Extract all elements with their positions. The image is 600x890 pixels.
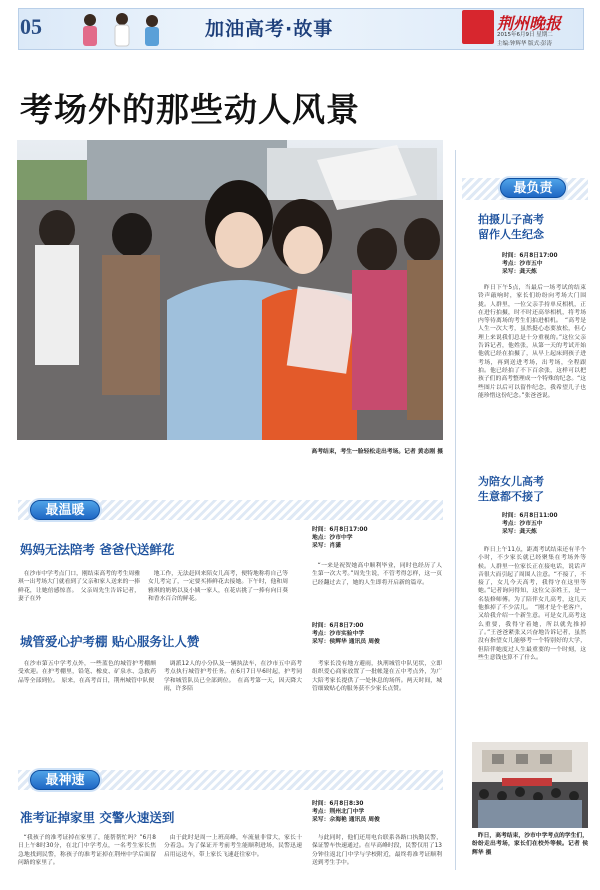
story2-col2 bbox=[164, 660, 302, 693]
story2-time: 时间：6月8日7:00 bbox=[312, 623, 364, 629]
story3-col3 bbox=[312, 834, 442, 867]
side1-title: 拍摄儿子高考 留作人生纪念 bbox=[478, 213, 544, 241]
sidebar-divider bbox=[455, 150, 456, 870]
side2-body-text: 昨日上午11点，距离考试结束还有半个小时，不少家长就已经聚集在考场外等候。人群里一位家长正在接电话，说话声音很大而引起了周围人注意。“不接了，不接了，女儿今天高考，我得守在这里等她。”记者询问得知，这位父亲姓王，是一名装修师傅。为了陪伴女儿高考，这几天他推掉了不少活儿。 “刚才是个老客户，又给我介绍一个新生意。可是女儿高考这么重要，我得守着她，所以就先推掉了。”王爸爸紧张又兴奋地告诉记者，虽然没有指望女儿能够考一个特别好的大学，但陪伴她度过人生最重要的一个时刻，这些生意钱也算不了什么。 bbox=[478, 547, 586, 661]
side-photo bbox=[472, 742, 588, 828]
story2-col2-text: 调派12人的小分队及一辆执法车，在沙市五中高考考点执行城管护考任务。在6月7日早6时起，护考同学和城管队员已全部到位。 在高考第一天，因天降大雨，许多陪 bbox=[164, 661, 302, 692]
side1-place: 考点：沙市五中 bbox=[502, 261, 543, 268]
badge-fastest: 最神速 bbox=[30, 770, 100, 790]
side2-reporter: 采写：龚天炼 bbox=[502, 529, 537, 536]
photo-caption: 高考结束，考生一脸轻松走出考场。记者 黄态刚 摄 bbox=[311, 449, 443, 455]
side1-body bbox=[478, 284, 586, 400]
story1-col1-text: 在沙市中学考点门口，刚结束高考的考生周雅琪一出考场大门就看到了父亲和家人送来的一捧鲜花，让她倍感惊喜。 父亲周先生告诉记者，妻子在外 bbox=[18, 571, 140, 602]
story2-meta bbox=[312, 622, 442, 647]
side2-meta bbox=[502, 512, 586, 537]
story3-reporter: 采写：佘海艳 通讯员 周俊 bbox=[312, 817, 380, 824]
story3-title: 准考证掉家里 交警火速送到 bbox=[20, 810, 175, 825]
section-title: 加油高考·故事 bbox=[205, 18, 334, 40]
side1-reporter: 采写：龚天炼 bbox=[502, 269, 537, 276]
story2-col3 bbox=[312, 660, 442, 693]
side1-time: 时间：6月8日17:00 bbox=[502, 253, 558, 259]
side2-title: 为陪女儿高考 生意都不接了 bbox=[478, 475, 544, 503]
editor-info: 主编:钟辉华 版式:彭涛 bbox=[497, 41, 552, 47]
story3-col2 bbox=[164, 834, 302, 859]
page-number: 05 bbox=[20, 14, 42, 39]
story3-time: 时间：6月8日8:30 bbox=[312, 801, 364, 807]
story2-col1 bbox=[18, 660, 156, 685]
side-photo-caption bbox=[472, 832, 588, 857]
story1-title: 妈妈无法陪考 爸爸代送鲜花 bbox=[20, 542, 175, 557]
side1-body-text: 昨日下午5点，当最后一场考试的结束铃声敲响时，家长们纷纷向考场大门围拢。人群里，一位父亲手持单反相机，正在进行拍摄，时不时还高举相机，将考场内等待离场的考生们拍进相机。 “高考是人生一次大考，虽然挺心态要放松，但心理上来说我们总是十分重视的。”这位父亲告诉记者，他姓张，从第一天的考试开始他就已经在拍摄了，从早上起床到孩子进考场，再到送进考场，出考场，全程跟拍。他已经拍了不下百余张，这样可以把孩子们的高考整理成一个特殊的纪念。“这些图片以后可以留作纪念，我希望儿子也能珍惜这份纪念。”张爸爸说。 bbox=[478, 285, 586, 399]
story1-col3 bbox=[312, 562, 442, 587]
side1-meta bbox=[502, 252, 586, 277]
story2-title: 城管爱心护考棚 贴心服务让人赞 bbox=[20, 634, 200, 649]
badge-most-touching: 最温暖 bbox=[30, 500, 100, 520]
story1-time: 时间：6月8日17:00 bbox=[312, 527, 368, 533]
story3-place: 考点：荆州北门中学 bbox=[312, 809, 365, 816]
side2-place: 考点：沙市五中 bbox=[502, 521, 543, 528]
story2-col1-text: 在沙市第五中学考点外，一些蓝色的城管护考棚颇受欢迎。在护考棚里，铅笔、橡皮、矿泉水、急救药品等全部到位。 原来，在高考首日，荆州城管中队便 bbox=[18, 661, 156, 684]
story3-col1-text: “我孩子的准考证掉在家里了，能帮帮忙吗？”6月8日上午8时30分，在北门中学考点，一名考生家长焦急地找到民警，称孩子的准考证掉在荆州中学后面留问路的家里了。 bbox=[18, 835, 156, 866]
newspaper-logo-bg bbox=[462, 10, 494, 44]
story3-col1 bbox=[18, 834, 156, 867]
story1-reporter: 采写：肖潇 bbox=[312, 543, 341, 550]
issue-date: 2015年6月9日 星期二 bbox=[497, 32, 553, 38]
story1-col2 bbox=[148, 570, 288, 603]
story1-meta bbox=[312, 526, 442, 551]
side2-body bbox=[478, 546, 586, 662]
story1-col3-text: “一来是祝贺她高中顺利毕业，同时也经历了人生第一次大考。”周先生说，不管考得怎样，这一页已经翻过去了，她的人生即将开启新的篇章。 bbox=[312, 563, 442, 586]
badge-most-responsible: 最负责 bbox=[500, 178, 566, 198]
main-photo bbox=[17, 140, 443, 440]
side-photo-caption-text: 昨日，高考结束，沙市中学考点的学生们，纷纷走出考场，家长们在校外等候。记者 侯辉华 摄 bbox=[472, 833, 588, 856]
side2-time: 时间：6月8日11:00 bbox=[502, 513, 558, 519]
story3-meta bbox=[312, 800, 442, 825]
story3-col3-text: 与此同时，他们还用电台联系各路口执勤民警，保证警车快速通过。在早高峰时段，民警仅用了13分钟往返北门中学与学校附近，最终将准考证顺利送到考生手中。 bbox=[312, 835, 442, 866]
story1-col1 bbox=[18, 570, 140, 603]
story1-col2-text: 地工作，无法赶回来陪女儿高考，便特地称将自己等女儿考完了，一定要买捧鲜花去接她。下午时，他和周雅琪的奶奶以及小姨一家人，在花店挑了一捧有向日葵和香水百合的鲜花。 bbox=[148, 571, 288, 602]
students-illustration bbox=[64, 10, 174, 48]
page-headline: 考场外的那些动人风景 bbox=[20, 90, 360, 129]
story2-place: 考点：沙市实验中学 bbox=[312, 631, 365, 638]
story2-reporter: 采写：侯辉华 通讯员 周俊 bbox=[312, 639, 380, 646]
story3-col2-text: 由于此时是周一上班高峰，车流量非常大，家长十分着急。为了保证开考前考生能顺利进场，民警迅速启用运送车，带上家长飞速赶往家中。 bbox=[164, 835, 302, 858]
story2-col3-text: 考家长没有地方避雨，执刑城管中队见状，立即组织爱心商家放置了一批帐篷在五中考点外，为广大陪考家长提供了一处休息的场所。两天时间，城管细致贴心的服务获不少家长点赞。 bbox=[312, 661, 442, 692]
newspaper-logo: 荆州晚报 bbox=[497, 14, 562, 33]
story1-place: 地点：沙市中学 bbox=[312, 535, 353, 542]
